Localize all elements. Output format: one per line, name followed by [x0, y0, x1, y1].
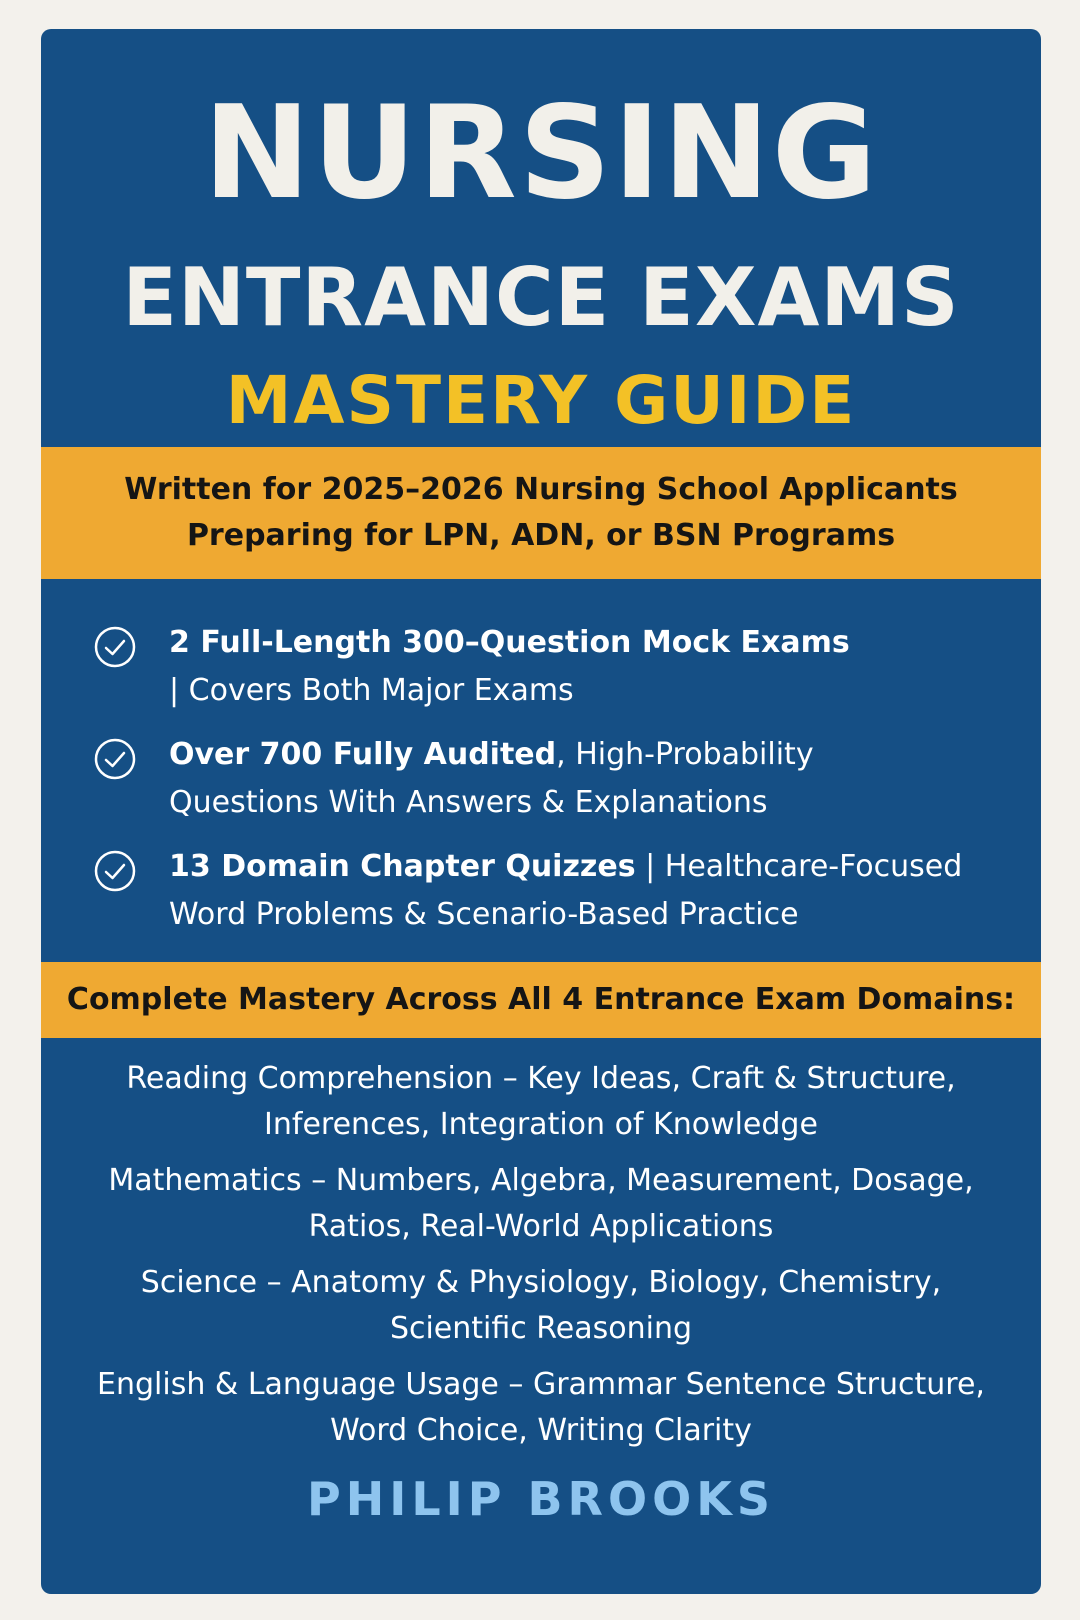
feature-item-3 — [93, 843, 993, 943]
feature-bold-2: Over 700 Fully Audited — [169, 737, 557, 772]
feature-text-2 — [169, 731, 999, 827]
intro-line-1: Written for 2025–2026 Nursing School Applicants — [124, 472, 958, 507]
title-sub: ENTRANCE EXAMS — [122, 251, 960, 344]
domain-list — [41, 1038, 1041, 1458]
check-circle-icon — [93, 849, 137, 893]
feature-list — [41, 579, 1041, 962]
title-accent: MASTERY GUIDE — [225, 362, 857, 439]
feature-bold-3: 13 Domain Chapter Quizzes — [169, 849, 636, 884]
domain-line-3b: Scientific Reasoning — [389, 1311, 693, 1346]
domain-item-2 — [41, 1158, 1041, 1250]
domain-line-4a: English & Language Usage – Grammar Sentence Structure, — [97, 1367, 985, 1402]
title-block — [41, 29, 1041, 447]
feature-item-1 — [93, 619, 993, 719]
feature-bold-1: 2 Full-Length 300–Question Mock Exams — [169, 625, 850, 660]
domain-line-4b: Word Choice, Writing Clarity — [330, 1413, 752, 1448]
book-cover — [41, 29, 1041, 1594]
title-main: NURSING — [203, 79, 879, 228]
feature-text-3 — [169, 843, 999, 939]
domain-line-2a: Mathematics – Numbers, Algebra, Measurement, Dosage, — [108, 1163, 974, 1198]
check-circle-icon — [93, 737, 137, 781]
feature-rest-3: | Healthcare-Focused — [635, 849, 963, 884]
feature-line2-2: Questions With Answers & Explanations — [169, 785, 768, 820]
domains-heading: Complete Mastery Across All 4 Entrance Exam Domains: — [66, 982, 1016, 1017]
feature-rest-2: , High-Probability — [556, 737, 814, 772]
feature-line2-1: | Covers Both Major Exams — [169, 673, 574, 708]
intro-line-2: Preparing for LPN, ADN, or BSN Programs — [186, 518, 896, 553]
author-name: PHILIP BROOKS — [307, 1472, 775, 1526]
check-circle-icon — [93, 625, 137, 669]
domain-item-4 — [41, 1362, 1041, 1454]
domains-heading-band — [41, 962, 1041, 1038]
intro-band — [41, 447, 1041, 579]
domain-item-3 — [41, 1260, 1041, 1352]
feature-text-1 — [169, 619, 999, 715]
feature-line2-3: Word Problems & Scenario-Based Practice — [169, 897, 799, 932]
domain-item-1 — [41, 1056, 1041, 1148]
domain-line-1a: Reading Comprehension – Key Ideas, Craft & Structure, — [126, 1061, 956, 1096]
domain-line-3a: Science – Anatomy & Physiology, Biology, Chemistry, — [140, 1265, 942, 1300]
domain-line-1b: Inferences, Integration of Knowledge — [264, 1107, 818, 1142]
feature-item-2 — [93, 731, 993, 831]
domain-line-2b: Ratios, Real-World Applications — [308, 1209, 774, 1244]
